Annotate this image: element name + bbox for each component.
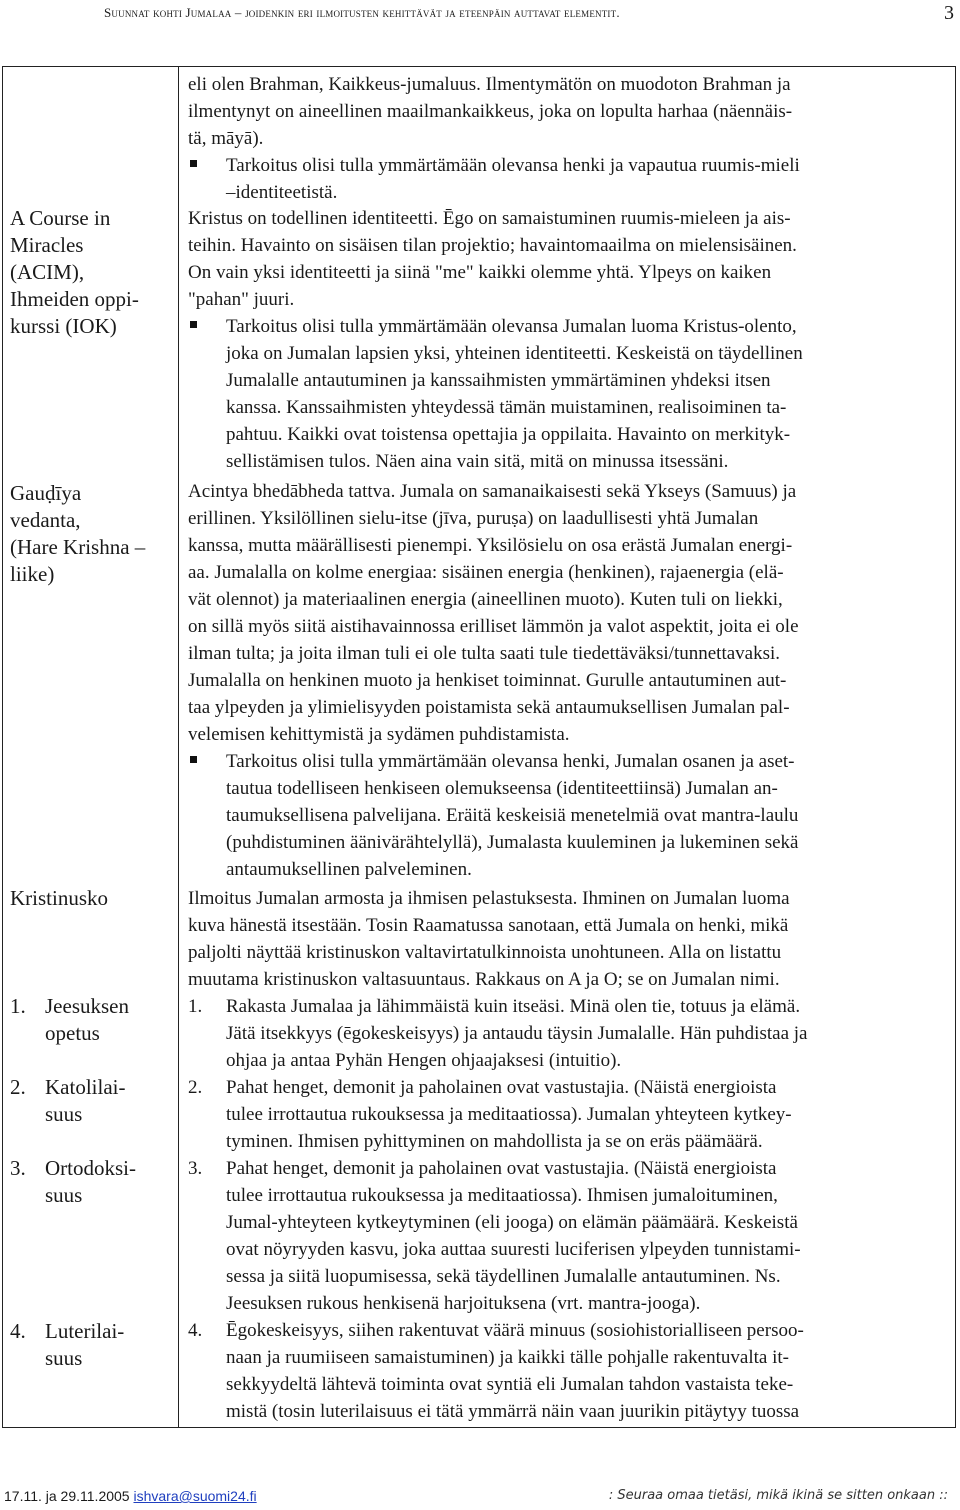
text-line: Tarkoitus olisi tulla ymmärtämään olevansa Jumalan luoma Kristus-olento, (226, 316, 797, 337)
left-list-text: suus (45, 1102, 83, 1126)
text-line: naan ja ruumiiseen samaistuminen) ja kaikki tälle pohjalle rakentuvalta it- (226, 1347, 789, 1368)
text-line: velemisen kehittymistä ja sydämen puhdistamista. (188, 724, 570, 745)
text-line: (puhdistuminen äänivärähtelyllä), Jumalasta kuuleminen ja lukeminen sekä (226, 832, 799, 853)
text-line: kuva hänestä itsestään. Tosin Raamatussa sanotaan, että Jumala on henki, mikä (188, 915, 789, 936)
bullet-icon (190, 160, 197, 167)
text-line: ilman tulta; ja joita ilman tuli ei ole tulta saati tule tiedettäväksi/tunnettavaksi. (188, 643, 781, 664)
text-line: muutama kristinuskon valtasuuntaus. Rakkaus on A ja O; se on Jumalan nimi. (188, 969, 780, 990)
running-header: Suunnat kohti Jumalaa – joidenkin eri ilmoitusten kehittävät ja eteenpäin auttavat elementit. (104, 5, 620, 20)
footer-motto: : Seuraa omaa tietäsi, mikä ikinä se sitten onkaan :: (608, 1488, 948, 1503)
text-line: kanssa, mutta määrällisesti pienempi. Yksilösielu on osa erästä Jumalan energi- (188, 535, 793, 556)
left-list-text: suus (45, 1346, 83, 1370)
text-line: aa. Jumalalla on kolme energiaa: sisäinen energia (henkinen), rajaenergia (elä- (188, 562, 784, 583)
left-label-line: liike) (10, 562, 55, 586)
left-label-line: (ACIM), (10, 260, 85, 284)
left-label-line: A Course in (10, 206, 111, 230)
left-label-line: Ihmeiden oppi- (10, 287, 139, 311)
text-line: paljolti näyttää kristinuskon valtavirtatulkinnoista unohtuneen. Alla on listattu (188, 942, 782, 963)
text-line: pahtuu. Kaikki ovat toistensa opettajia ja oppilaita. Havainto on merkityk- (226, 424, 791, 445)
footer-dates: 17.11. ja 29.11.2005 (4, 1488, 130, 1504)
text-line: sellistämisen tulos. Näen aina vain sitä, mitä on minussa itsessäni. (226, 451, 729, 472)
text-line: ovat nöyryyden kasvu, joka auttaa suuresti luciferisen ylpeyden tunnistami- (226, 1239, 801, 1260)
text-line: tulee irrottautua rukouksessa ja meditaatiossa). Jumalan yhteyteen kytkey- (226, 1104, 792, 1125)
text-line: ohjaa ja antaa Pyhän Hengen ohjaajaksesi (intuitio). (226, 1050, 622, 1071)
text-line: Acintya bhedābheda tattva. Jumala on samanaikaisesti sekä Ykseys (Samuus) ja (188, 481, 797, 502)
text-line: On vain yksi identiteetti ja siinä "me" kaikki olemme yhtä. Ylpeys on kaiken (188, 262, 772, 283)
left-label-line: vedanta, (10, 508, 81, 532)
bullet-icon (190, 756, 197, 763)
left-label-kristinusko: Kristinusko (10, 886, 109, 910)
text-line: Ilmoitus Jumalan armosta ja ihmisen pelastuksesta. Ihminen on Jumalan luoma (188, 888, 790, 909)
left-label-line: kurssi (IOK) (10, 314, 117, 338)
text-line: Ēgokeskeisyys, siihen rakentuvat väärä minuus (sosiohistorialliseen persoo- (226, 1320, 804, 1341)
text-line: sekkyydeltä lähtevä toiminta ovat syntiä eli Jumalan tahdon vastaista teke- (226, 1374, 794, 1395)
page-number: 3 (944, 2, 954, 24)
text-line: tä, māyā). (188, 128, 264, 149)
left-label-line: Gauḍīya (10, 481, 82, 505)
left-label-line: (Hare Krishna – (10, 535, 146, 559)
text-line: eli olen Brahman, Kaikkeus-jumaluus. Ilmentymätön on muodoton Brahman ja (188, 74, 791, 95)
footer-email-link[interactable]: ishvara@suomi24.fi (133, 1488, 257, 1504)
text-line: Rakasta Jumalaa ja lähimmäistä kuin itseäsi. Minä olen tie, totuus ja elämä. (226, 996, 801, 1017)
text-line: Tarkoitus olisi tulla ymmärtämään olevansa henki, Jumalan osanen ja aset- (226, 751, 795, 772)
left-list-text: Katolilai- (45, 1075, 126, 1099)
left-list-text: Jeesuksen (45, 994, 129, 1018)
list-number: 2. (188, 1077, 203, 1098)
text-line: Tarkoitus olisi tulla ymmärtämään olevansa henki ja vapautua ruumis-mieli (226, 155, 800, 176)
text-line: Pahat henget, demonit ja paholainen ovat vastustajia. (Näistä energioista (226, 1077, 777, 1098)
text-line: "pahan" juuri. (188, 289, 295, 310)
text-line: Pahat henget, demonit ja paholainen ovat vastustajia. (Näistä energioista (226, 1158, 777, 1179)
text-line: Jeesuksen rukous henkisenä harjoituksena (vrt. mantra-jooga). (226, 1293, 701, 1314)
list-number: 1. (188, 996, 203, 1017)
text-line: mistä (tosin luterilaisuus ei tätä ymmärrä näin vaan juurikin pitäytyy tuossa (226, 1401, 800, 1422)
text-line: erillinen. Yksilöllinen sielu-itse (jīva, puruṣa) on laadullisesti yhtä Jumalan (188, 508, 759, 529)
text-line: tyminen. Ihmisen pyhittyminen on mahdollista ja se on eräs päämäärä. (226, 1131, 763, 1152)
left-list-text: Ortodoksi- (45, 1156, 136, 1180)
text-line: ilmentynyt on aineellinen maailmankaikkeus, joka on lopulta harhaa (näennäis- (188, 101, 793, 122)
left-list-number: 2. (10, 1075, 26, 1099)
text-line: Kristus on todellinen identiteetti. Ēgo on samaistuminen ruumis-mieleen ja ais- (188, 208, 791, 229)
left-list-text: opetus (45, 1021, 100, 1045)
text-line: Jumalalla on henkinen muoto ja henkiset toiminnat. Gurulle antautuminen aut- (188, 670, 787, 691)
text-line: kanssa. Kanssaihmisten yhteydessä tämän muistaminen, realisoiminen ta- (226, 397, 787, 418)
text-line: sessa ja siitä luopumisessa, sekä täydellinen Jumalalle antautuminen. Ns. (226, 1266, 781, 1287)
text-line: teihin. Havainto on sisäisen tilan projektio; havaintomaailma on mielensisäinen. (188, 235, 797, 256)
text-line: antaumuksellinen palveleminen. (226, 859, 472, 880)
left-list-text: Luterilai- (45, 1319, 125, 1343)
text-line: joka on Jumalan lapsien yksi, yhteinen identiteetti. Keskeistä on täydellinen (226, 343, 803, 364)
text-line: tulee irrottautua rukouksessa ja meditaatiossa). Ihmisen jumaloituminen, (226, 1185, 778, 1206)
left-list-text: suus (45, 1183, 83, 1207)
text-line: Jätä itsekkyys (ēgokeskeisyys) ja antaudu täysin Jumalalle. Hän puhdistaa ja (226, 1023, 808, 1044)
text-line: tautua todelliseen henkiseen olemukseensa (identiteettiinsä) Jumalan an- (226, 778, 778, 799)
text-line: –identiteetistä. (226, 182, 338, 203)
left-list-number: 1. (10, 994, 26, 1018)
text-line: on sillä myös siitä aistihavainnossa erilliset lämmön ja valot aspektit, joita ei ole (188, 616, 799, 637)
bullet-icon (190, 321, 197, 328)
column-divider (178, 67, 179, 1427)
text-line: Jumal-yhteyteen kytkeytyminen (eli jooga) on elämän päämäärä. Keskeistä (226, 1212, 798, 1233)
left-list-number: 4. (10, 1319, 26, 1343)
text-line: taa ylpeyden ja ylimielisyyden poistamista sekä antaumuksellisen Jumalan pal- (188, 697, 790, 718)
list-number: 3. (188, 1158, 203, 1179)
text-line: vät olennot) ja materiaalinen energia (aineellinen muoto). Kuten tuli on liekki, (188, 589, 783, 610)
text-line: Jumalalle antautuminen ja kanssaihmisten ymmärtäminen yhdeksi itsen (226, 370, 771, 391)
list-number: 4. (188, 1320, 203, 1341)
footer-left (4, 1488, 257, 1504)
text-line: taumuksellisena palvelijana. Eräitä keskeisiä menetelmiä ovat mantra-laulu (226, 805, 799, 826)
left-label-line: Miracles (10, 233, 84, 257)
left-list-number: 3. (10, 1156, 26, 1180)
